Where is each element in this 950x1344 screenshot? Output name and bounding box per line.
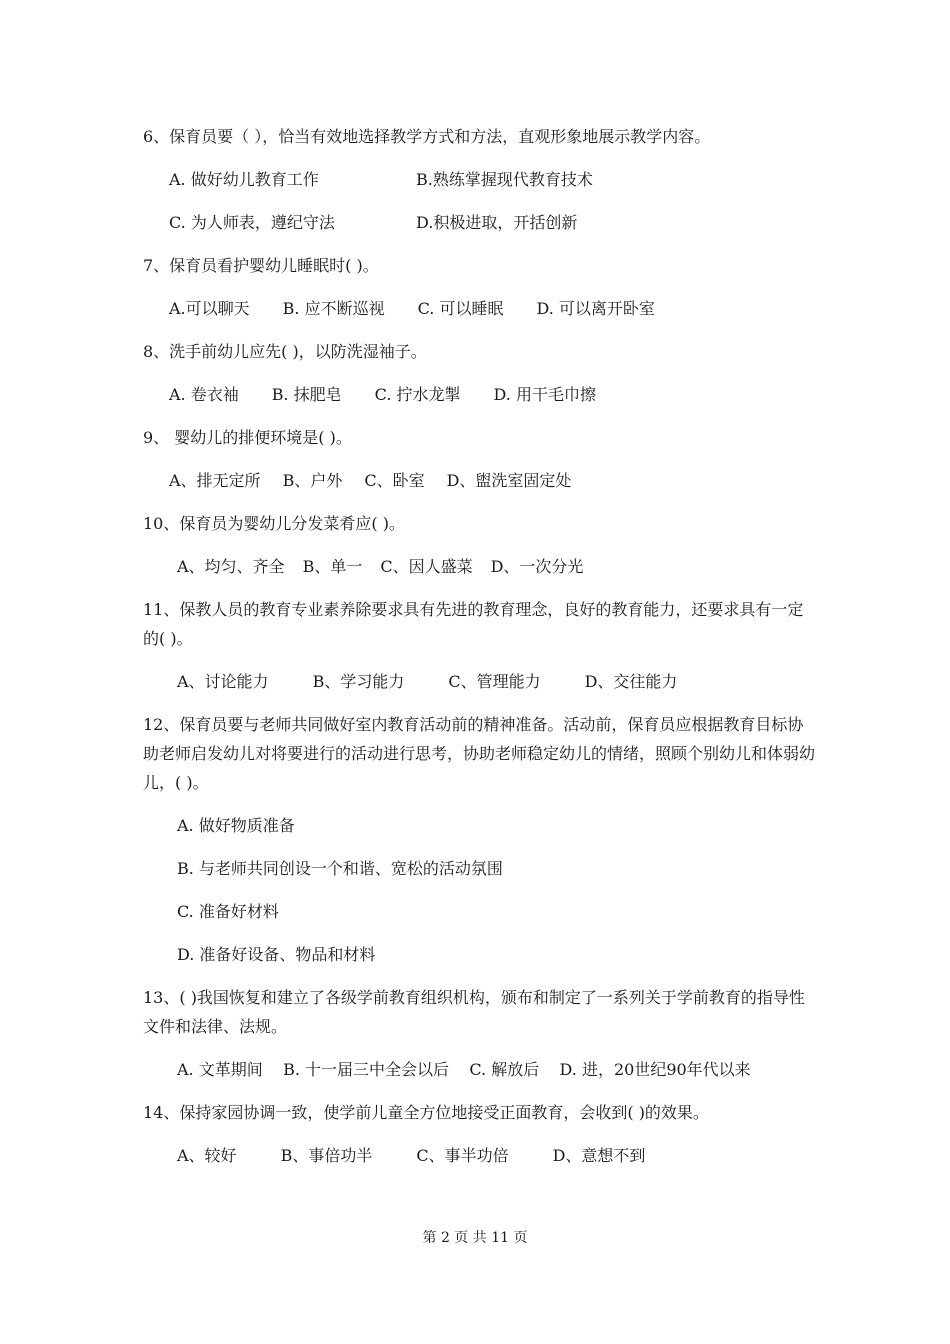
option-b: B. 应不断巡视 — [282, 299, 385, 318]
option-d: D、交往能力 — [584, 672, 678, 691]
option-d: D、意想不到 — [552, 1146, 646, 1165]
option-d: D. 可以离开卧室 — [536, 299, 655, 318]
question-stem: 7、保育员看护婴幼儿睡眠时( )。 — [143, 256, 379, 275]
option-b: B. 与老师共同创设一个和谐、宽松的活动氛围 — [177, 859, 503, 878]
question-8 — [143, 337, 815, 409]
option-c: C. 为人师表，遵纪守法 — [169, 213, 335, 232]
question-stem: 14、保持家园协调一致，使学前儿童全方位地接受正面教育，会收到( )的效果。 — [143, 1103, 709, 1122]
option-a: A. 卷衣袖 — [169, 385, 239, 404]
option-c: C. 准备好材料 — [177, 902, 279, 921]
question-stem: 8、洗手前幼儿应先( )，以防洗湿袖子。 — [143, 342, 427, 361]
option-b: B、户外 — [282, 471, 343, 490]
question-11 — [143, 595, 815, 696]
question-stem: 13、( )我国恢复和建立了各级学前教育组织机构，颁布和制定了一系列关于学前教育的指导性文件和法律、法规。 — [143, 988, 805, 1036]
question-stem: 6、保育员要（ ），恰当有效地选择教学方式和方法，直观形象地展示教学内容。 — [143, 127, 711, 146]
option-a: A、均匀、齐全 — [177, 557, 285, 576]
option-row — [143, 294, 815, 323]
option-b: B. 抹肥皂 — [271, 385, 342, 404]
option-row — [143, 466, 815, 495]
option-row — [143, 165, 815, 194]
option-row — [143, 667, 815, 696]
question-list — [143, 122, 815, 1184]
option-row — [143, 1141, 815, 1170]
option-a: A、较好 — [177, 1146, 237, 1165]
option-d: D、盥洗室固定处 — [446, 471, 572, 490]
question-stem: 10、保育员为婴幼儿分发菜肴应( )。 — [143, 514, 405, 533]
option-b: B、事倍功半 — [280, 1146, 373, 1165]
option-d: D、一次分光 — [490, 557, 584, 576]
option-b: B、单一 — [302, 557, 363, 576]
option-d: D.积极进取，开括创新 — [416, 213, 578, 232]
option-row — [143, 208, 815, 237]
option-b: B、学习能力 — [312, 672, 405, 691]
option-a: A. 做好物质准备 — [177, 816, 295, 835]
option-d: D. 准备好设备、物品和材料 — [177, 945, 376, 964]
option-b: B.熟练掌握现代教育技术 — [416, 170, 593, 189]
option-row — [143, 380, 815, 409]
question-7 — [143, 251, 815, 323]
option-a: A.可以聊天 — [169, 299, 250, 318]
option-c: C、管理能力 — [448, 672, 541, 691]
question-stem: 9、 婴幼儿的排便环境是( )。 — [143, 428, 352, 447]
question-14 — [143, 1098, 815, 1170]
option-line: A. 文革期间 B. 十一届三中全会以后 C. 解放后 D. 进，20世纪90年代以来 — [177, 1060, 751, 1079]
option-a: A. 做好幼儿教育工作 — [169, 170, 319, 189]
option-c: C、卧室 — [364, 471, 425, 490]
option-row — [143, 552, 815, 581]
question-6 — [143, 122, 815, 237]
page-number-footer: 第 2 页 共 11 页 — [422, 1230, 528, 1246]
question-9 — [143, 423, 815, 495]
question-10 — [143, 509, 815, 581]
option-d: D. 用干毛巾擦 — [493, 385, 596, 404]
option-a: A、排无定所 — [169, 471, 261, 490]
question-stem: 12、保育员要与老师共同做好室内教育活动前的精神准备。活动前，保育员应根据教育目标协助老师启发幼儿对将要进行的活动进行思考，协助老师稳定幼儿的情绪，照顾个别幼儿和体弱幼儿，( )。 — [143, 715, 816, 792]
option-c: C. 可以睡眠 — [417, 299, 504, 318]
option-c: C、因人盛菜 — [380, 557, 473, 576]
question-13 — [143, 983, 815, 1084]
option-a: A、讨论能力 — [177, 672, 269, 691]
option-c: C、事半功倍 — [416, 1146, 509, 1165]
question-stem: 11、保教人员的教育专业素养除要求具有先进的教育理念，良好的教育能力，还要求具有一定的( )。 — [143, 600, 804, 648]
option-c: C. 拧水龙掣 — [374, 385, 461, 404]
question-12 — [143, 710, 815, 969]
